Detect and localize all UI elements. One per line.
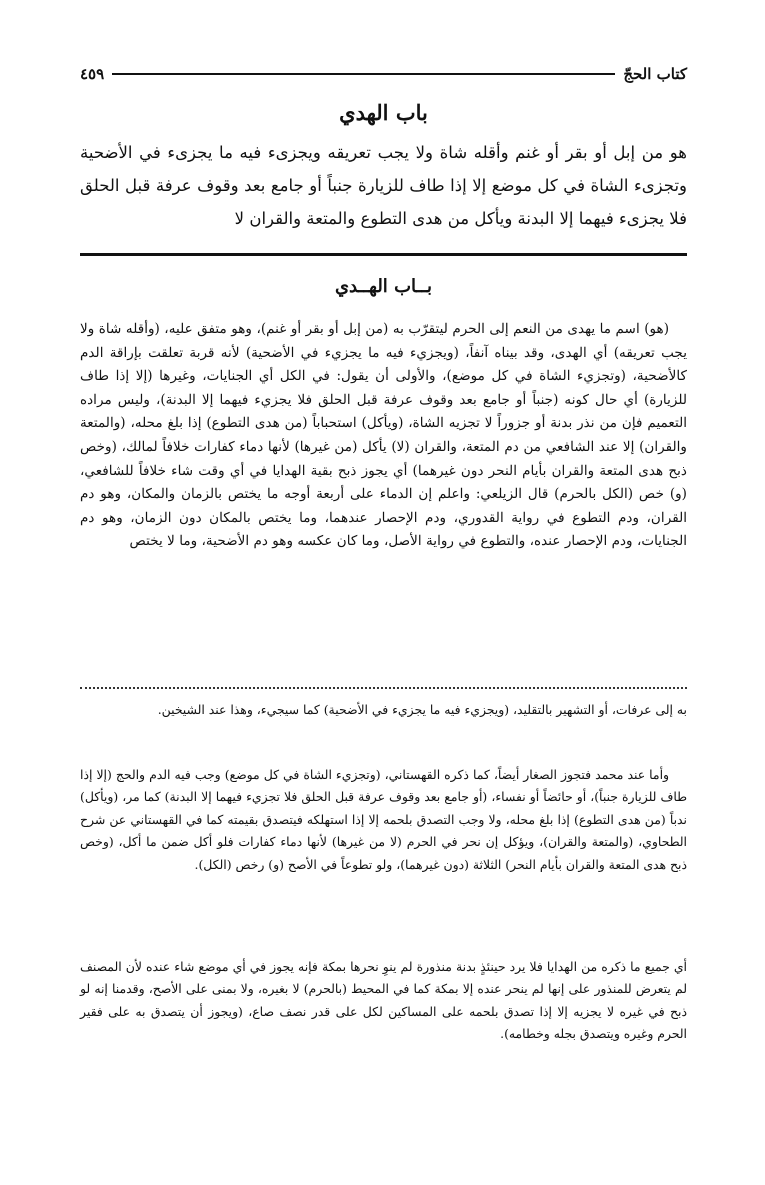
running-header bbox=[80, 62, 687, 86]
hashiya-paragraph-2 bbox=[80, 764, 687, 876]
matn-text-block bbox=[80, 136, 687, 235]
book-title: كتاب الحجّ bbox=[623, 65, 687, 83]
footnote-divider bbox=[80, 687, 687, 689]
hashiya-text-2: وأما عند محمد فتجوز الصغار أيضاً، كما ذكره القهستاني، (وتجزيء الشاة في كل موضع) وجب فيه الدم والحج (إلا إذا طاف للزيارة جنباً)، أو حائضاً أو نفساء، (أو جامع بعد وقوف عرفة قبل الحلق فلا تجزيء فيهما إلا البدنة) كما مر، (ويأكل) ندباً (من هدى التطوع) إذا بلغ محله، ولا وجب التصدق بلحمه إلا إذا استهلكه فيتصدق بقيمته كما في القهستاني عن شرح الطحاوي، (والمتعة والقران)، ويؤكل إن نحر في الحرم (لا من غيرها) لأنها دماء كفارات فلو أكل ضمن ما أكل، (وخص ذبح هدى المتعة والقران بأيام النحر) الثلاثة (دون غيرهما)، ولو تطوعاً في الأصح (و) رخص (الكل). bbox=[80, 767, 687, 872]
sharh-text-block bbox=[80, 318, 687, 554]
hashiya-text-3: أي جميع ما ذكره من الهدايا فلا يرد حينئذٍ بدنة منذورة لم ينوِ نحرها بمكة فإنه يجوز في أي موضع شاء عنده لأن المصنف لم يتعرض للمنذور على إنها لم ينحر عنده إلا بمكة كما في المحيط (بالحرم) لا بغيره، ولا بمنى على الأصح، وقدمنا إنه لو ذبح في غيره لا يجزيه إلا إذا تصدق بلحمه على المساكين لكل على قدر نصف صاع، (ويجوز أن يتصدق به على فقير الحرم وغيره ويتصدق بجله وخطامه). bbox=[80, 959, 687, 1042]
hashiya-paragraph-3 bbox=[80, 956, 687, 1046]
sharh-title: بــاب الهــدي bbox=[334, 276, 433, 297]
page-number: ٤٥٩ bbox=[80, 65, 105, 83]
matn-title: باب الهدي bbox=[339, 100, 428, 125]
matn-text: هو من إبل أو بقر أو غنم وأقله شاة ولا يجب تعريقه ويجزىء فيه ما يجزىء في الأضحية وتجزىء الشاة في كل موضع إلا إذا طاف للزيارة جنباً أو جامع بعد وقوف عرفة قبل الحلق فلا يجزىء فيهما إلا البدنة ويأكل من هدى التطوع والمتعة والقران لا bbox=[80, 143, 687, 228]
matn-divider bbox=[80, 253, 687, 256]
sharh-text: (هو) اسم ما يهدى من النعم إلى الحرم ليتقرّب به (من إبل أو بقر أو غنم)، وهو متفق عليه، (وأقله شاة ولا يجب تعريقه) أي الهدى، وقد بيناه آنفاً، (ويجزيء فيه ما يجزيء في الأضحية) لأنه قربة تعلقت بإراقة الدم كالأضحية، (وتجزيء الشاة في كل موضع)، والأولى أن يقول: في الكل أي الجنايات، وغيرها (إلا إذا طاف للزيارة) أي حال كونه (جنباً أو جامع بعد وقوف عرفة قبل الحلق فلا يجزيء فيهما إلا البدنة)، وليس مراده التعميم فإن من نذر بدنة أو جزوراً لا تجزيه الشاة، (ويأكل) استحباباً (من هدى التطوع) إذا بلغ محله، (والمتعة والقران) إلا عند الشافعي من دم المتعة، والقران (لا) يأكل (من غيرها) لأنها دماء كفارات خلافاً لمالك، (وخص ذبح هدى المتعة والقران بأيام النحر دون غيرهما) أي يجوز ذبح بقية الهدايا في أي وقت شاء خلافاً للشافعي، (و) خص (الكل بالحرم) قال الزيلعي: واعلم إن الدماء على أربعة أوجه ما يختص بالزمان والمكان، وهو دم القران، ودم التطوع في رواية القدوري، ودم الإحصار عندهما، وما يختص بالمكان دون الزمان، وهو دم الجنايات، ودم الإحصار عنده، والتطوع في رواية الأصل، وما كان عكسه وهو دم الأضحية، وما لا يختص bbox=[80, 321, 687, 550]
hashiya-paragraph-1 bbox=[80, 699, 687, 721]
hashiya-text-1: به إلى عرفات، أو التشهير بالتقليد، (ويجزيء فيه ما يجزيء في الأضحية) كما سيجيء، وهذا عند الشيخين. bbox=[157, 702, 687, 717]
header-rule bbox=[112, 73, 615, 75]
